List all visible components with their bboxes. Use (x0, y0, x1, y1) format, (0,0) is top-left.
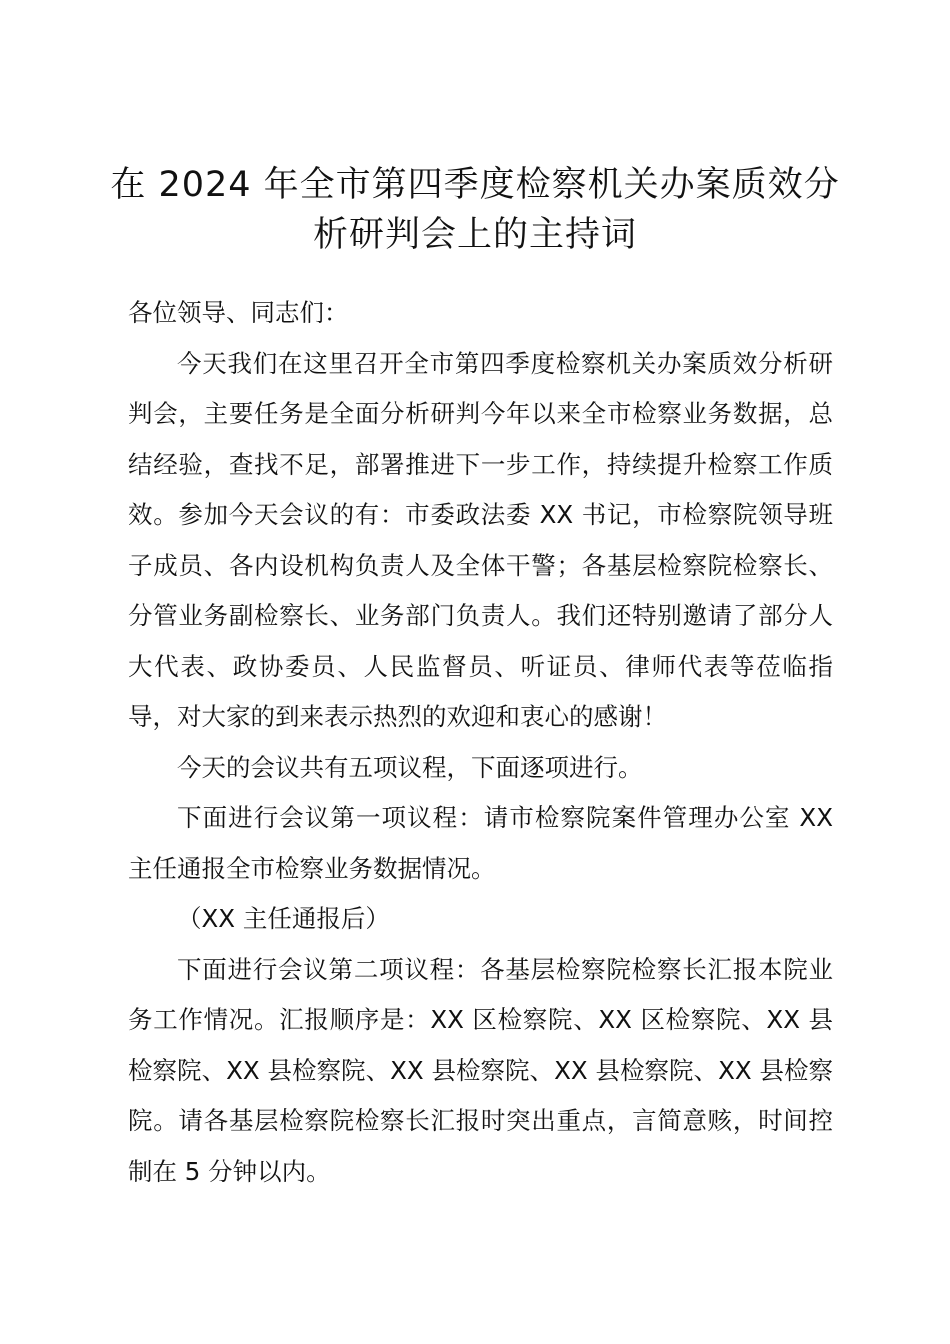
paragraph-opening: 今天我们在这里召开全市第四季度检察机关办案质效分析研判会，主要任务是全面分析研判今年以来全市检察业务数据，总结经验，查找不足，部署推进下一步工作，持续提升检察工作质效。参加今天会议的有：市委政法委 XX 书记，市检察院领导班子成员、各内设机构负责人及全体干警；各基层检察院检察长、分管业务副检察长、业务部门负责人。我们还特别邀请了部分人大代表、政协委员、人民监督员、听证员、律师代表等莅临指导，对大家的到来表示热烈的欢迎和衷心的感谢！ (128, 348, 833, 731)
document-body (128, 288, 833, 1197)
paragraph-agenda-item-1: 下面进行会议第一项议程：请市检察院案件管理办公室 XX 主任通报全市检察业务数据情况。 (128, 803, 833, 883)
title-line-2: 析研判会上的主持词 (312, 215, 637, 255)
document-title (110, 160, 840, 260)
paragraph-agenda-item-2: 下面进行会议第二项议程：各基层检察院检察长汇报本院业务工作情况。汇报顺序是：XX 区检察院、XX 区检察院、XX 县检察院、XX 县检察院、XX 县检察院、XX 县检察院、XX 县检察院。请各基层检察院检察长汇报时突出重点，言简意赅，时间控制在 5 分钟以内。 (128, 954, 833, 1186)
paragraph-stage-note: （XX 主任通报后） (177, 904, 390, 933)
title-line-1: 在 2024 年全市第四季度检察机关办案质效分 (110, 165, 840, 205)
paragraph-agenda-intro: 今天的会议共有五项议程，下面逐项进行。 (177, 752, 643, 782)
salutation: 各位领导、同志们： (128, 298, 349, 327)
